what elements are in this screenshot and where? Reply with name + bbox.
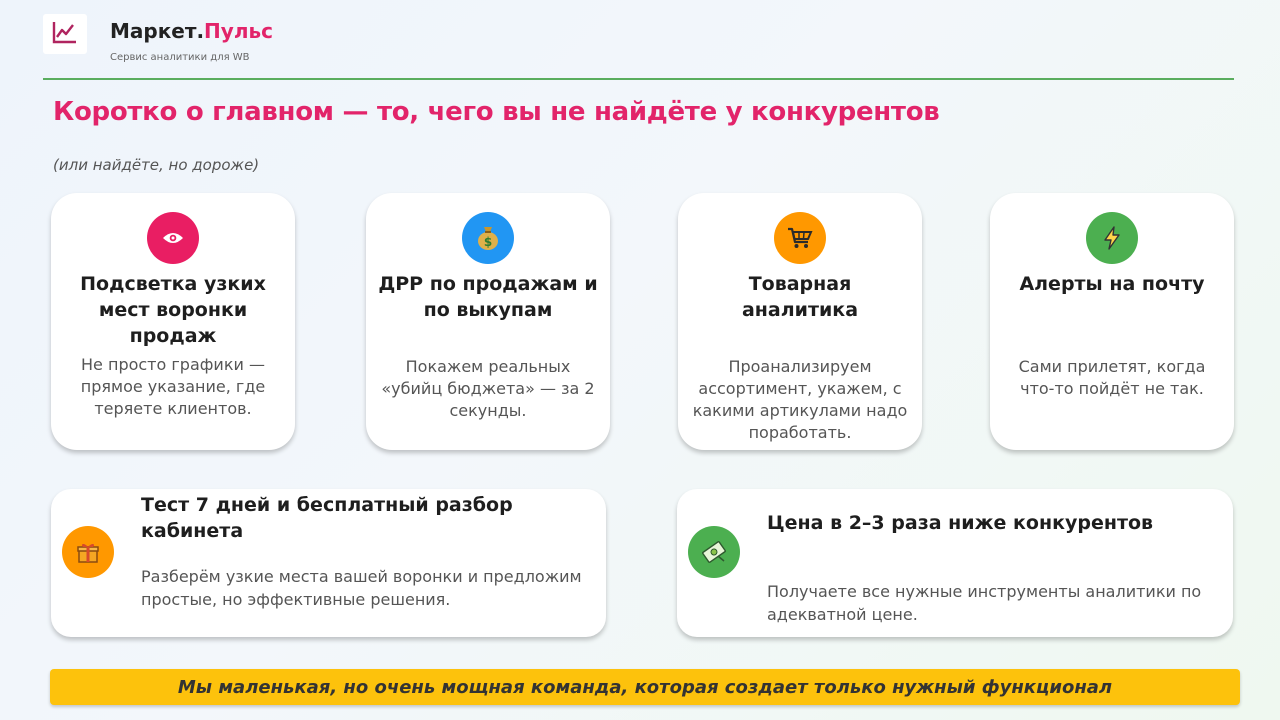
offer-card-trial: [51, 489, 606, 637]
feature-description: Сами прилетят, когда что-то пойдёт не так.: [1018, 357, 1206, 398]
feature-description: Не просто графики — прямое указание, где теряете клиентов.: [80, 355, 266, 418]
money-icon: [688, 526, 740, 578]
feature-card-drr: [366, 193, 610, 450]
brand-accent: Пульс: [204, 19, 273, 43]
team-banner: Мы маленькая, но очень мощная команда, которая создает только нужный функционал: [50, 669, 1240, 705]
page-subtitle: (или найдёте, но дороже): [53, 156, 260, 174]
svg-text:$: $: [483, 235, 493, 249]
feature-card-alerts: [990, 193, 1234, 450]
page-title: Коротко о главном — то, чего вы не найдёте у конкурентов: [53, 97, 940, 127]
eye-icon: [147, 212, 199, 264]
feature-description: Покажем реальных «убийц бюджета» — за 2 секунды.: [381, 357, 595, 420]
header-divider: [43, 78, 1234, 80]
brand-subtitle: Сервис аналитики для WB: [110, 52, 250, 63]
offer-title: Цена в 2–3 раза ниже конкурентов: [767, 512, 1154, 534]
offer-description: Получаете все нужные инструменты аналитики по адекватной цене.: [767, 582, 1202, 624]
feature-card-product-analytics: [678, 193, 922, 450]
feature-title: Товарная аналитика: [741, 273, 859, 321]
offer-title: Тест 7 дней и бесплатный разбор кабинета: [141, 494, 513, 542]
feature-card-funnel: [51, 193, 295, 450]
money-bag-icon: [462, 212, 514, 264]
offer-card-price: [677, 489, 1233, 637]
feature-description: Проанализируем ассортимент, укажем, с какими артикулами надо поработать.: [692, 357, 908, 442]
brand-name: Маркет.Пульс: [110, 19, 273, 43]
chart-line-icon: [52, 20, 78, 48]
feature-title: Подсветка узких мест воронки продаж: [80, 273, 266, 347]
gift-icon: [62, 526, 114, 578]
logo: [43, 14, 87, 54]
shopping-cart-icon: [774, 212, 826, 264]
feature-title: Алерты на почту: [1019, 273, 1205, 295]
offer-description: Разберём узкие места вашей воронки и предложим простые, но эффективные решения.: [141, 567, 582, 609]
feature-title: ДРР по продажам и по выкупам: [378, 273, 598, 321]
lightning-icon: [1086, 212, 1138, 264]
